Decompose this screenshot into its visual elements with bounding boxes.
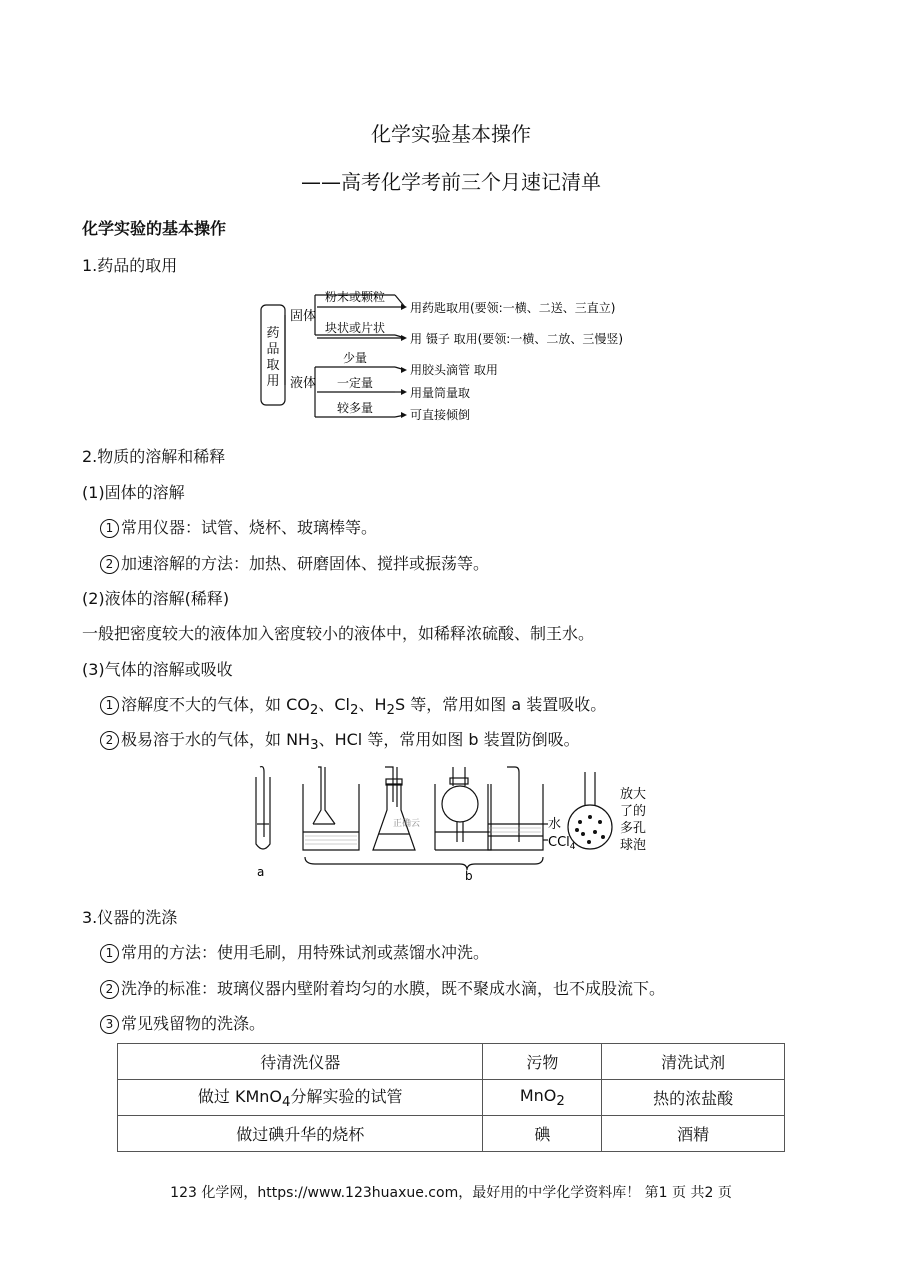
reagent-diagram <box>255 285 655 425</box>
circled-number: 1 <box>100 696 119 715</box>
circled-number: 2 <box>100 980 119 999</box>
label-a: a <box>257 865 265 879</box>
table-cell: 做过碘升华的烧杯 <box>118 1116 483 1152</box>
absorption-figure <box>245 762 665 887</box>
page-title: 化学实验基本操作 <box>371 122 531 146</box>
s2-sub3-item-2: 2 极易溶于水的气体，如 $NH_3$、HCl 等，常用如图 b 装置防倒吸。 <box>100 727 580 753</box>
bulb-label-4: 球泡 <box>620 838 647 853</box>
table-row <box>118 1116 785 1152</box>
large-method: 可直接倾倒 <box>410 408 471 422</box>
watermark: 正确云 <box>393 819 421 829</box>
beaker-3 <box>488 784 543 850</box>
flask <box>373 784 415 850</box>
fixed-label: 一定量 <box>336 376 374 390</box>
powder-label: 粉末或颗粒 <box>324 290 386 304</box>
table-header: 清洗试剂 <box>602 1044 785 1080</box>
s3-heading: 3.仪器的洗涤 <box>82 908 178 927</box>
circled-number: 1 <box>100 944 119 963</box>
block-label: 块状或片状 <box>324 321 386 335</box>
table-cell: 热的浓盐酸 <box>602 1080 785 1116</box>
delivery-tube-a <box>260 767 264 837</box>
s2-sub1: (1)固体的溶解 <box>82 483 185 502</box>
label-b: b <box>465 869 473 883</box>
solid-label: 固体 <box>289 309 317 324</box>
s2-sub2-text: 一般把密度较大的液体加入密度较小的液体中，如稀释浓硫酸、制王水。 <box>82 624 595 643</box>
table-row <box>118 1080 785 1116</box>
circled-number: 3 <box>100 1015 119 1034</box>
circled-number: 2 <box>100 555 119 574</box>
s2-heading: 2.物质的溶解和稀释 <box>82 447 226 466</box>
inverted-funnel <box>442 786 478 822</box>
bulb-label-1: 放大 <box>620 787 647 802</box>
label-ccl4: CCl$_4$ <box>548 835 576 852</box>
s2-item-2: 2 加速溶解的方法：加热、研磨固体、搅拌或振荡等。 <box>100 551 489 574</box>
table-cell: MnO$_2$ <box>483 1080 602 1116</box>
table-cell: 酒精 <box>602 1116 785 1152</box>
label-water: 水 <box>548 817 562 832</box>
s2-sub2: (2)液体的溶解(稀释) <box>82 589 230 608</box>
table-header: 污物 <box>483 1044 602 1080</box>
s1-heading: 1.药品的取用 <box>82 256 178 275</box>
s3-item-2: 2 洗净的标准：玻璃仪器内壁附着均匀的水膜，既不聚成水滴，也不成股流下。 <box>100 976 665 999</box>
s2-sub3: (3)气体的溶解或吸收 <box>82 660 233 679</box>
large-label: 较多量 <box>336 401 374 415</box>
block-method: 用 镊子 取用(要领:一横、二放、三慢竖) <box>410 332 624 346</box>
circled-number: 1 <box>100 519 119 538</box>
s3-item-3: 3 常见残留物的洗涤。 <box>100 1011 265 1034</box>
section-heading: 化学实验的基本操作 <box>82 219 227 238</box>
s3-item-1: 1 常用的方法：使用毛刷，用特殊试剂或蒸馏水冲洗。 <box>100 940 489 963</box>
cleaning-table <box>117 1043 785 1152</box>
circled-number: 2 <box>100 731 119 750</box>
page-subtitle: ——高考化学考前三个月速记清单 <box>301 170 601 194</box>
powder-method: 用药匙取用(要领:一横、二送、三直立) <box>410 301 616 315</box>
root-label: 药品取用 <box>266 326 280 389</box>
page-footer: 123 化学网，https://www.123huaxue.com，最好用的中学化学资料库！ 第1 页 共2 页 <box>170 1185 732 1201</box>
fixed-method: 用量筒量取 <box>410 386 471 400</box>
table-header-row <box>118 1044 785 1080</box>
s2-item-1: 1 常用仪器：试管、烧杯、玻璃棒等。 <box>100 515 377 538</box>
table-header: 待清洗仪器 <box>118 1044 483 1080</box>
liquid-label: 液体 <box>289 376 317 391</box>
bulb-label-3: 多孔 <box>620 821 647 836</box>
table-cell: 做过 KMnO$_4$分解实验的试管 <box>118 1080 483 1116</box>
small-label: 少量 <box>342 351 368 365</box>
small-method: 用胶头滴管 取用 <box>410 363 498 377</box>
s2-sub3-item-1: 1 溶解度不大的气体，如 $CO_2$、$Cl_2$、$H_2S$ 等，常用如图 a 装置吸收。 <box>100 692 606 718</box>
bulb-label-2: 了的 <box>620 804 647 819</box>
test-tube <box>256 777 270 849</box>
table-cell: 碘 <box>483 1116 602 1152</box>
